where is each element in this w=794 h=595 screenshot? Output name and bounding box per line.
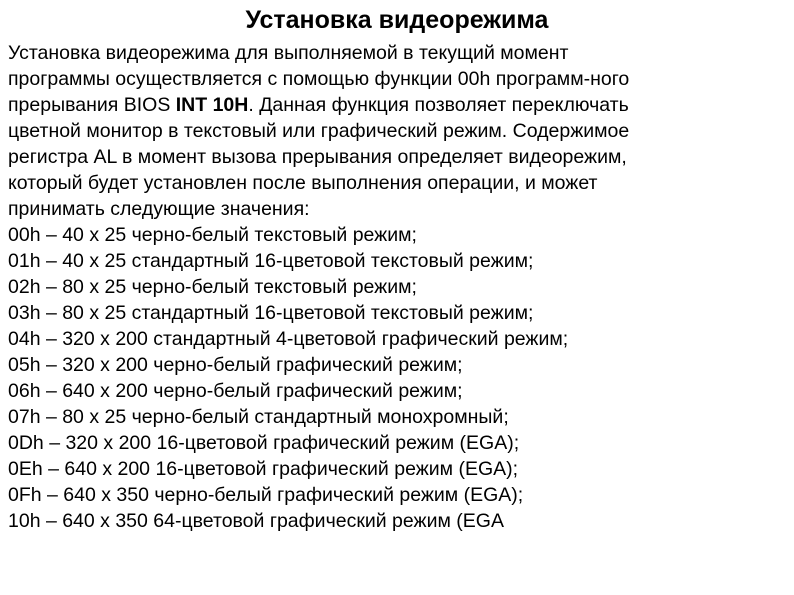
- slide-title: Установка видеорежима: [245, 6, 549, 34]
- mode-item: 01h – 40 x 25 стандартный 16-цветовой текстовый режим;: [8, 250, 534, 272]
- mode-item: 10h – 640 x 350 64-цветовой графический режим (EGA: [8, 510, 504, 532]
- intro-line-5: регистра AL в момент вызова прерывания определяет видеорежим,: [8, 146, 627, 168]
- mode-item: 07h – 80 x 25 черно-белый стандартный монохромный;: [8, 406, 509, 428]
- interrupt-name: INT 10H: [175, 94, 249, 116]
- intro-line-7: принимать следующие значения:: [8, 198, 310, 220]
- mode-item: 05h – 320 x 200 черно-белый графический режим;: [8, 354, 463, 376]
- mode-item: 0Fh – 640 x 350 черно-белый графический режим (EGA);: [8, 484, 524, 506]
- mode-item: 02h – 80 x 25 черно-белый текстовый режим;: [8, 276, 417, 298]
- mode-item: 06h – 640 x 200 черно-белый графический режим;: [8, 380, 463, 402]
- mode-item: 04h – 320 x 200 стандартный 4-цветовой графический режим;: [8, 328, 569, 350]
- mode-item: 00h – 40 x 25 черно-белый текстовый режим;: [8, 224, 417, 246]
- mode-item: 0Dh – 320 x 200 16-цветовой графический режим (EGA);: [8, 432, 520, 454]
- mode-item: 03h – 80 x 25 стандартный 16-цветовой текстовый режим;: [8, 302, 534, 324]
- intro-line-3-end: . Данная функция позволяет переключать: [248, 94, 629, 116]
- intro-line-1: Установка видеорежима для выполняемой в текущий момент: [8, 42, 569, 64]
- intro-line-2: программы осуществляется с помощью функции 00h программ-ного: [8, 68, 630, 90]
- intro-line-4: цветной монитор в текстовый или графический режим. Содержимое: [8, 120, 630, 142]
- intro-line-3-start: прерывания BIOS: [8, 94, 176, 116]
- intro-line-3: [8, 92, 794, 118]
- mode-item: 0Eh – 640 x 200 16-цветовой графический режим (EGA);: [8, 458, 519, 480]
- intro-line-6: который будет установлен после выполнения операции, и может: [8, 172, 598, 194]
- body-text: [8, 40, 794, 534]
